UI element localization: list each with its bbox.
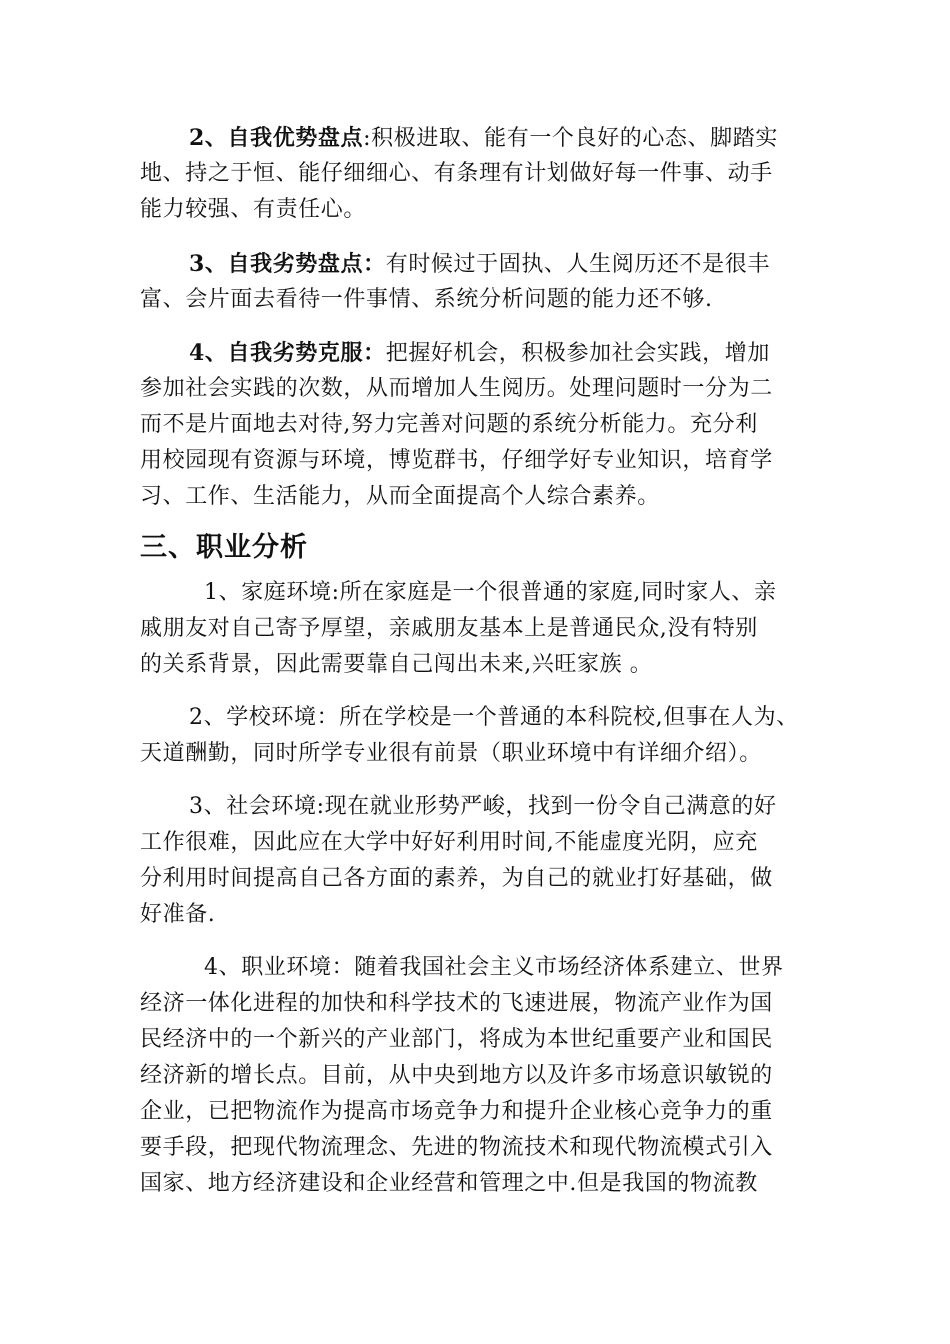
- career-line-3: 民经济中的一个新兴的产业部门，将成为本世纪重要产业和国民: [140, 1027, 773, 1052]
- school-line-1: 2、学校环境：所在学校是一个普通的本科院校,但事在人为、: [189, 705, 799, 730]
- career-line-2: 经济一体化进程的加快和科学技术的飞速进展，物流产业作为国: [140, 991, 773, 1016]
- career-line-1: 4、职业环境：随着我国社会主义市场经济体系建立、世界: [204, 955, 784, 980]
- society-line-4: 好准备.: [140, 902, 216, 927]
- strength-label: 2、自我优势盘点: [189, 125, 364, 151]
- strength-line-2: 地、持之于恒、能仔细细心、有条理有计划做好每一件事、动手: [140, 161, 773, 186]
- overcome-line-5: 习、工作、生活能力，从而全面提高个人综合素养。: [140, 484, 660, 509]
- society-line-1: 3、社会环境:现在就业形势严峻，找到一份令自己满意的好: [189, 794, 777, 819]
- section-heading-career-analysis: 三、职业分析: [140, 532, 308, 563]
- career-line-5: 企业，已把物流作为提高市场竞争力和提升企业核心竞争力的重: [140, 1099, 773, 1124]
- career-line-6: 要手段，把现代物流理念、先进的物流技术和现代物流模式引入: [140, 1135, 773, 1160]
- overcome-line-2: 参加社会实践的次数，从而增加人生阅历。处理问题时一分为二: [140, 376, 773, 401]
- strength-text: :积极进取、能有一个良好的心态、脚踏实: [363, 126, 778, 151]
- weakness-line-2: 富、会片面去看待一件事情、系统分析问题的能力还不够.: [140, 287, 713, 312]
- school-line-2: 天道酬勤，同时所学专业很有前景（职业环境中有详细介绍）。: [140, 741, 762, 766]
- career-line-7: 国家、地方经济建设和企业经营和管理之中.但是我国的物流教: [140, 1171, 758, 1196]
- society-line-2: 工作很难，因此应在大学中好好利用时间,不能虚度光阴，应充: [140, 830, 758, 855]
- career-line-4: 经济新的增长点。目前，从中央到地方以及许多市场意识敏锐的: [140, 1063, 773, 1088]
- overcome-line-3: 而不是片面地去对待,努力完善对问题的系统分析能力。充分利: [140, 412, 758, 437]
- society-line-3: 分利用时间提高自己各方面的素养，为自己的就业打好基础，做: [140, 866, 773, 891]
- strength-line-1: [189, 123, 778, 154]
- overcome-text: 把握好机会，积极参加社会实践，增加: [385, 341, 770, 366]
- overcome-label: 4、自我劣势克服：: [189, 340, 386, 366]
- weakness-label: 3、自我劣势盘点：: [189, 251, 386, 277]
- overcome-line-1: [189, 338, 770, 369]
- overcome-line-4: 用校园现有资源与环境，博览群书，仔细学好专业知识，培育学: [140, 448, 773, 473]
- family-line-2: 戚朋友对自己寄予厚望，亲戚朋友基本上是普通民众,没有特别: [140, 616, 758, 641]
- family-line-3: 的关系背景，因此需要靠自己闯出未来,兴旺家族 。: [140, 652, 653, 677]
- family-line-1: 1、家庭环境:所在家庭是一个很普通的家庭,同时家人、亲: [204, 580, 777, 605]
- weakness-line-1: [189, 249, 770, 280]
- weakness-text: 有时候过于固执、人生阅历还不是很丰: [385, 252, 770, 277]
- strength-line-3: 能力较强、有责任心。: [140, 197, 367, 222]
